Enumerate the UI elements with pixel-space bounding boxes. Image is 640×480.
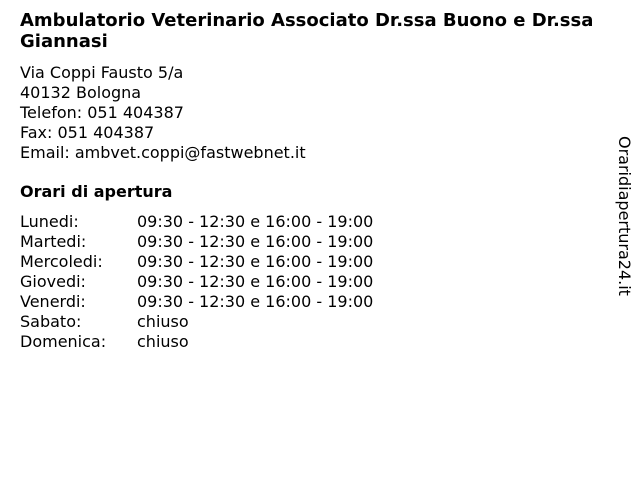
day-label: Lunedi: <box>20 212 79 231</box>
day-label: Giovedi: <box>20 272 86 291</box>
business-card <box>20 10 620 352</box>
phone-number: Telefon: 051 404387 <box>20 103 184 122</box>
business-name: Ambulatorio Veterinario Associato Dr.ssa Buono e Dr.ssa Giannasi <box>20 10 594 52</box>
day-label: Venerdi: <box>20 292 86 311</box>
time-value: chiuso <box>137 312 189 331</box>
hours-row-friday <box>20 292 620 312</box>
time-value: 09:30 - 12:30 e 16:00 - 19:00 <box>137 212 374 231</box>
time-value: 09:30 - 12:30 e 16:00 - 19:00 <box>137 252 374 271</box>
postal-city: 40132 Bologna <box>20 83 142 102</box>
hours-row-monday <box>20 212 620 232</box>
day-label: Domenica: <box>20 332 107 351</box>
hours-row-saturday <box>20 312 620 332</box>
day-label: Martedi: <box>20 232 87 251</box>
hours-row-thursday <box>20 272 620 292</box>
site-watermark: Oraridiapertura24.it <box>615 136 634 296</box>
hours-row-sunday <box>20 332 620 352</box>
fax-number: Fax: 051 404387 <box>20 123 155 142</box>
hours-row-wednesday <box>20 252 620 272</box>
day-label: Mercoledi: <box>20 252 103 271</box>
day-label: Sabato: <box>20 312 82 331</box>
email-address: Email: ambvet.coppi@fastwebnet.it <box>20 143 306 162</box>
time-value: 09:30 - 12:30 e 16:00 - 19:00 <box>137 232 374 251</box>
contact-block <box>20 63 620 163</box>
time-value: 09:30 - 12:30 e 16:00 - 19:00 <box>137 272 374 291</box>
time-value: chiuso <box>137 332 189 351</box>
opening-hours-heading: Orari di apertura <box>20 182 173 201</box>
opening-hours-table <box>20 212 620 352</box>
hours-row-tuesday <box>20 232 620 252</box>
time-value: 09:30 - 12:30 e 16:00 - 19:00 <box>137 292 374 311</box>
street-address: Via Coppi Fausto 5/a <box>20 63 184 82</box>
